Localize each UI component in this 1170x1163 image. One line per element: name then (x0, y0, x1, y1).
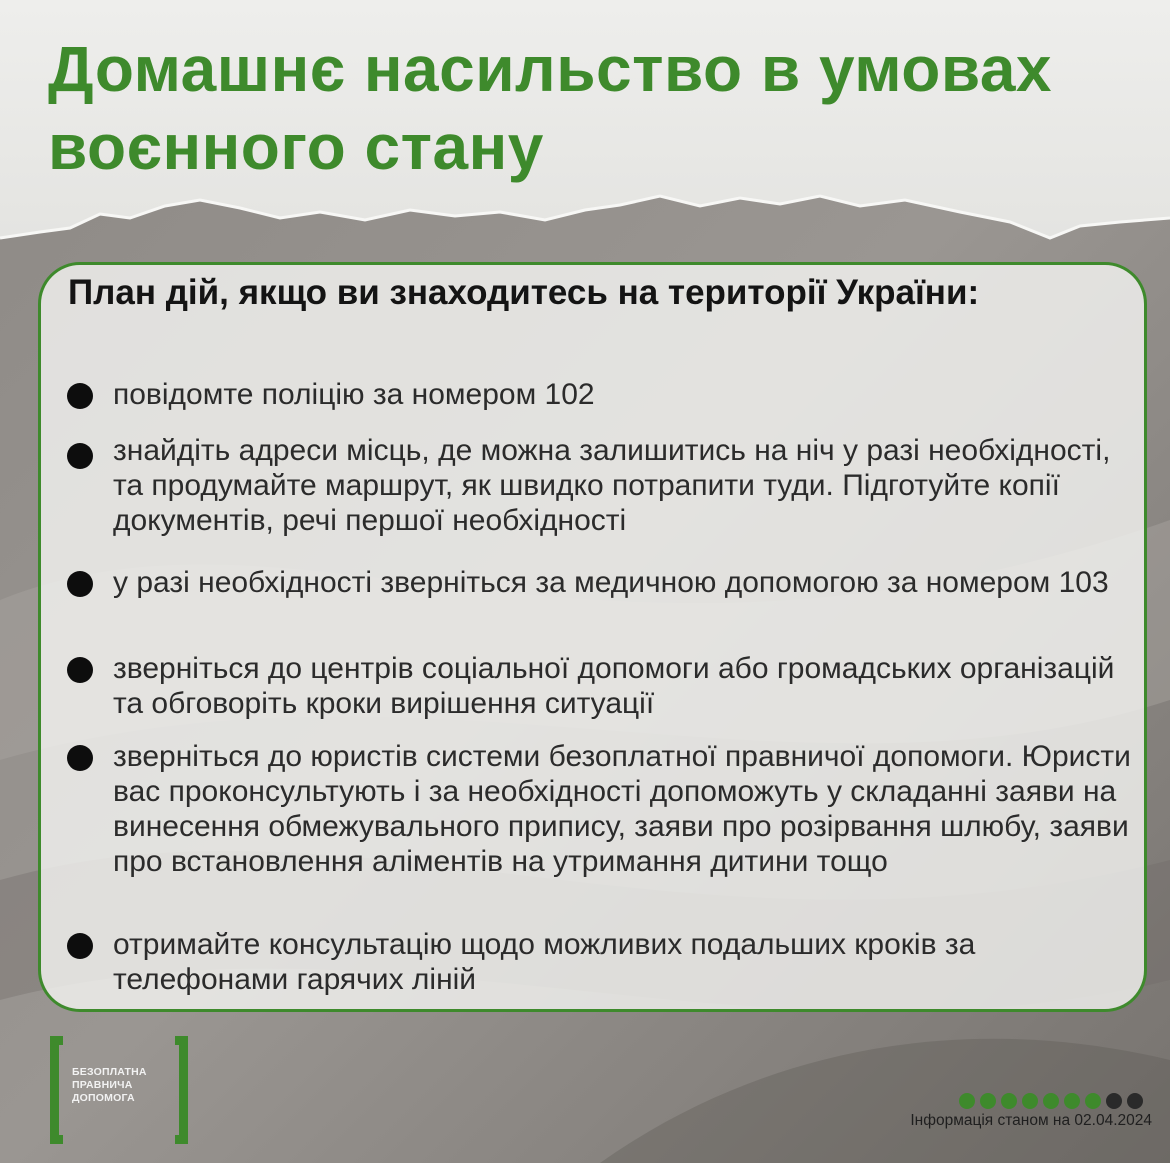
logo-right-bracket (175, 1036, 188, 1144)
logo-left-bracket (50, 1036, 63, 1144)
list-item-text: у разі необхідності зверніться за медичною допомогою за номером 103 (113, 566, 1109, 599)
list-item-text: отримайте консультацію щодо можливих подальших кроків за телефонами гарячих ліній (113, 928, 976, 996)
bullet-icon (67, 745, 93, 771)
list-item-text: зверніться до юристів системи безоплатної правничої допомоги. Юристи вас проконсультують і за необхідності допоможуть у складанні заяви на винесення обмежувального припису, заяви про розірвання шлюбу, заяви про встановлення аліментів на утримання дитини тощо (113, 740, 1131, 878)
logo-line: ПРАВНИЧА (72, 1079, 133, 1091)
bullet-icon (67, 571, 93, 597)
page-title: Домашнє насильство в умовах воєнного стану (48, 33, 1052, 183)
progress-dot-filled (1022, 1093, 1038, 1109)
bullet-icon (67, 443, 93, 469)
bullet-icon (67, 933, 93, 959)
progress-dot-empty (1106, 1093, 1122, 1109)
progress-dot-filled (1085, 1093, 1101, 1109)
list-item-text: зверніться до центрів соціальної допомоги або громадських організацій та обговоріть кроки вирішення ситуації (113, 652, 1115, 720)
progress-dot-empty (1127, 1093, 1143, 1109)
page-progress-dots (959, 1093, 1159, 1111)
progress-dot-filled (1064, 1093, 1080, 1109)
info-date: Інформація станом на 02.04.2024 (910, 1112, 1152, 1129)
bullet-icon (67, 657, 93, 683)
action-plan-card (38, 262, 1147, 1012)
list-item-text: повідомте поліцію за номером 102 (113, 378, 595, 411)
logo-line: БЕЗОПЛАТНА (72, 1066, 147, 1078)
progress-dot-filled (1043, 1093, 1059, 1109)
logo-text (72, 1066, 172, 1105)
card-heading: План дій, якщо ви знаходитесь на території України: (68, 273, 980, 312)
logo-line: ДОПОМОГА (72, 1092, 135, 1104)
list-item-text: знайдіть адреси місць, де можна залишитись на ніч у разі необхідності, та продумайте маршрут, як швидко потрапити туди. Підготуйте копії документів, речі першої необхідності (113, 434, 1111, 537)
progress-dot-filled (959, 1093, 975, 1109)
bullet-icon (67, 383, 93, 409)
free-legal-aid-logo (50, 1036, 188, 1146)
progress-dot-filled (980, 1093, 996, 1109)
progress-dot-filled (1001, 1093, 1017, 1109)
